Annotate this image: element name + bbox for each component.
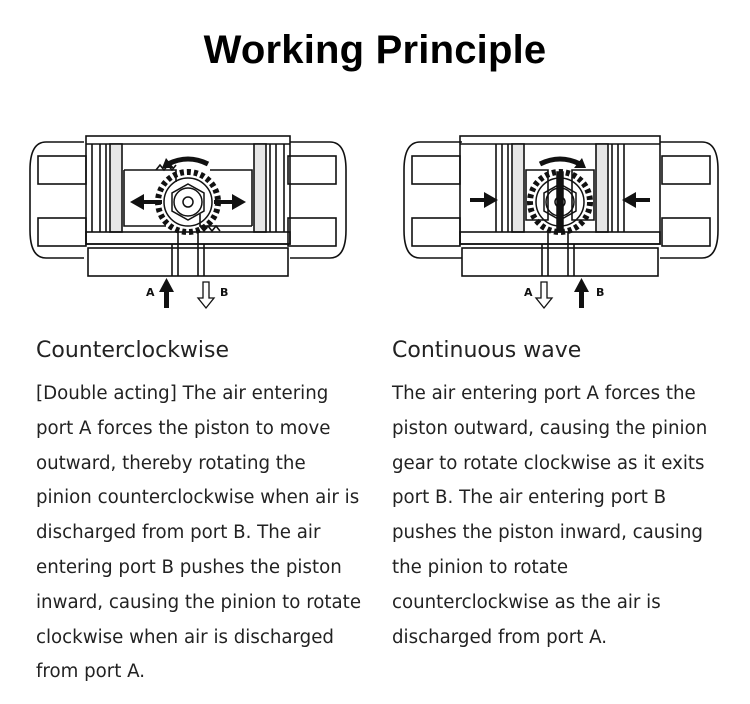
port-b-label: B <box>596 286 605 299</box>
air-out-arrow-icon <box>536 282 552 308</box>
counterclockwise-arrow-icon <box>168 159 208 164</box>
actuator-diagram-continuous <box>398 130 728 315</box>
page-title: Working Principle <box>203 28 547 72</box>
clockwise-arrow-icon <box>540 159 580 164</box>
air-out-arrow-icon <box>198 282 214 308</box>
port-b-label: B <box>220 286 229 299</box>
section-text-continuous-wave: The air entering port A forces the piston outward, causing the pinion gear to rotate clockwise as it exits port B. The air entering port B pushes the piston inward, causing the pinion to rotate counterclockwise as the air is discharged from port A. <box>392 383 708 648</box>
section-heading-counterclockwise: Counterclockwise <box>36 338 230 363</box>
continuous-wave-description <box>392 338 722 655</box>
pinion-gear <box>158 172 218 232</box>
pinion-gear <box>530 172 590 232</box>
right-end-cap <box>290 142 346 258</box>
counterclockwise-description <box>36 338 366 690</box>
air-in-arrow-icon <box>159 278 174 308</box>
section-heading-continuous-wave: Continuous wave <box>392 338 582 363</box>
air-in-arrow-icon <box>574 278 589 308</box>
section-text-counterclockwise: [Double acting] The air entering port A forces the piston to move outward, thereby rotating the pinion counterclockwise when air is discharged from port B. The air entering port B pushes the piston inward, causing the pinion to rotate clockwise when air is discharged from port A. <box>36 383 362 683</box>
port-a-label: A <box>146 286 155 299</box>
actuator-diagram-counterclockwise <box>26 130 356 315</box>
port-a-label: A <box>524 286 533 299</box>
